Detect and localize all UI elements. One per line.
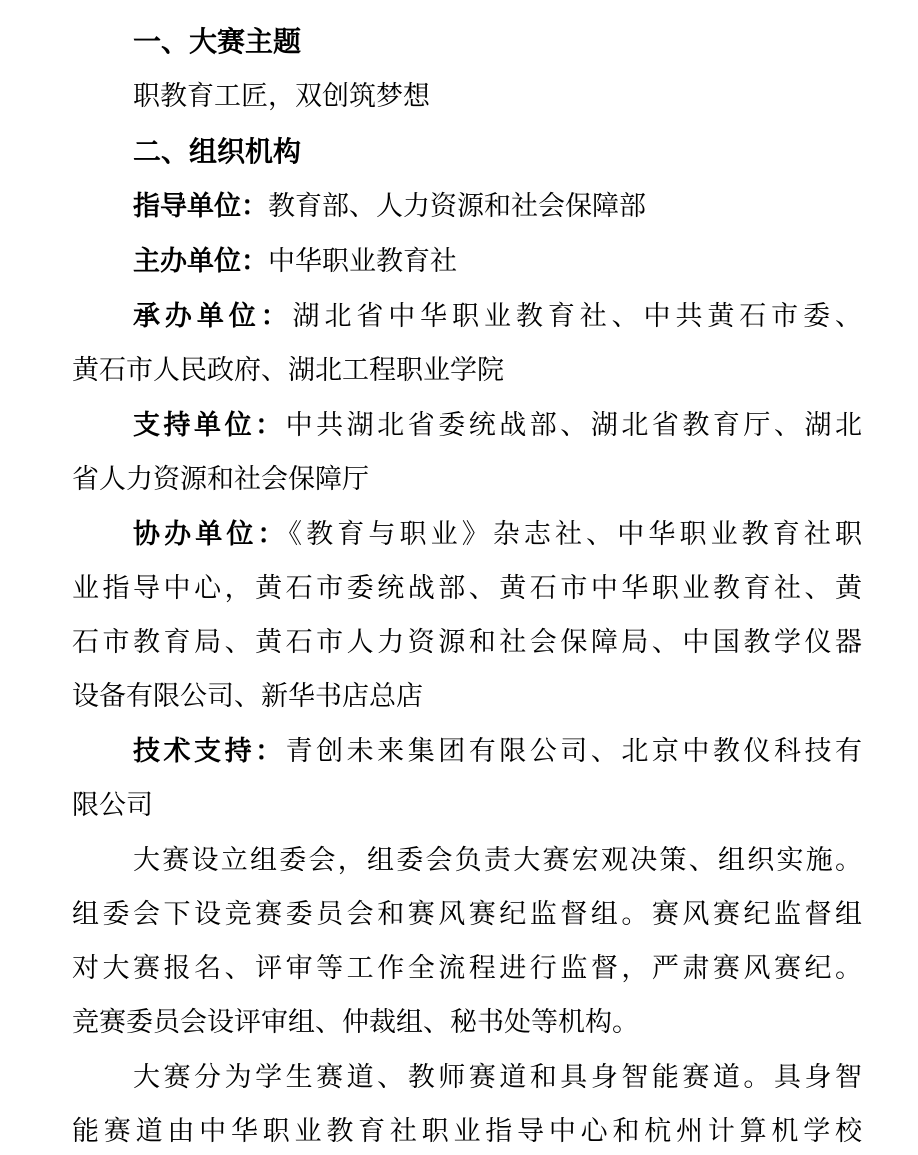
committee-paragraph-line-2: 组委会下设竞赛委员会和赛风赛纪监督组。赛风赛纪监督组 xyxy=(72,899,862,930)
host-unit-label: 主办单位： xyxy=(133,246,268,277)
organizer-unit-line-1 xyxy=(133,290,862,344)
co-organizer-line-4: 设备有限公司、新华书店总店 xyxy=(72,681,423,712)
organizer-unit-text-1: 湖北省中华职业教育社、中共黄石市委、 xyxy=(292,301,863,332)
organizer-unit-label: 承办单位： xyxy=(133,301,293,332)
co-organizer-label: 协办单位： xyxy=(133,519,289,550)
tracks-paragraph-line-1: 大赛分为学生赛道、教师赛道和具身智能赛道。具身智 xyxy=(133,1062,862,1093)
co-organizer-line-2: 业指导中心，黄石市委统战部、黄石市中华职业教育社、黄 xyxy=(72,573,862,604)
committee-paragraph-line-3: 对大赛报名、评审等工作全流程进行监督，严肃赛风赛纪。 xyxy=(72,953,862,984)
committee-paragraph-line-4: 竞赛委员会设评审组、仲裁组、秘书处等机构。 xyxy=(72,1007,639,1038)
support-unit-line-2: 省人力资源和社会保障厅 xyxy=(72,464,369,495)
support-unit-label: 支持单位： xyxy=(133,410,286,441)
tech-support-line-2: 限公司 xyxy=(72,790,153,821)
guiding-unit-text: 教育部、人力资源和社会保障部 xyxy=(268,191,646,222)
theme-text: 职教育工匠，双创筑梦想 xyxy=(133,81,430,112)
guiding-unit-label: 指导单位： xyxy=(133,191,268,222)
tracks-paragraph-line-2: 能赛道由中华职业教育社职业指导中心和杭州计算机学校 xyxy=(72,1116,862,1147)
host-unit-text: 中华职业教育社 xyxy=(268,246,457,277)
tech-support-line-1 xyxy=(133,725,862,779)
host-unit-line xyxy=(133,235,862,289)
guiding-unit-line xyxy=(133,180,862,234)
committee-paragraph-line-1: 大赛设立组委会，组委会负责大赛宏观决策、组织实施。 xyxy=(133,845,862,876)
tech-support-text-1: 青创未来集团有限公司、北京中教仪科技有 xyxy=(285,736,862,767)
tech-support-label: 技术支持： xyxy=(133,736,286,767)
co-organizer-text-1: 《教育与职业》杂志社、中华职业教育社职 xyxy=(288,519,863,550)
co-organizer-line-3: 石市教育局、黄石市人力资源和社会保障局、中国教学仪器 xyxy=(72,627,862,658)
section-heading-theme: 一、大赛主题 xyxy=(133,25,302,58)
section-heading-organization: 二、组织机构 xyxy=(133,135,302,168)
support-unit-text-1: 中共湖北省委统战部、湖北省教育厅、湖北 xyxy=(285,410,862,441)
co-organizer-line-1 xyxy=(133,508,862,562)
organizer-unit-line-2: 黄石市人民政府、湖北工程职业学院 xyxy=(72,355,504,386)
support-unit-line-1 xyxy=(133,399,862,453)
